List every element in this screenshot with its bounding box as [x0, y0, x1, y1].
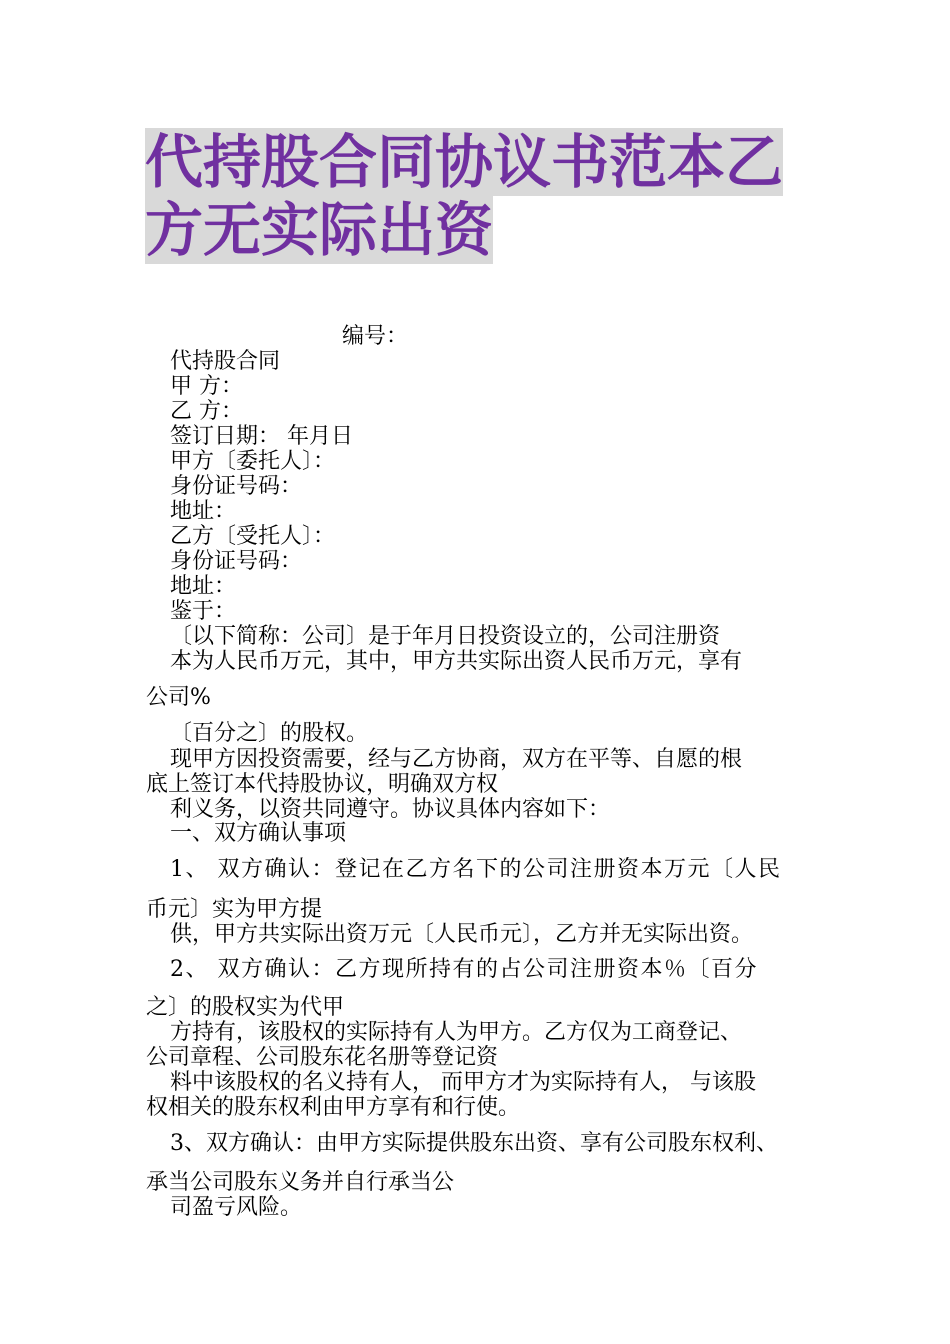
party-a-label: 甲 方：: [170, 374, 243, 399]
clause-2-line: 权相关的股东权利由甲方享有和行使。: [146, 1095, 521, 1120]
contract-heading: 代持股合同: [170, 349, 281, 374]
paragraph-line: 本为人民币万元，其中，甲方共实际出资人民币万元，享有: [170, 649, 743, 674]
signing-date-label: 签订日期： 年月日: [170, 424, 353, 449]
clause-3-line: 3、双方确认：由甲方实际提供股东出资、享有公司股东权利、: [170, 1131, 778, 1156]
party-b-label: 乙 方：: [170, 399, 243, 424]
clause-2-line: 方持有，该股权的实际持有人为甲方。乙方仅为工商登记、: [170, 1020, 743, 1045]
party-b-id-label: 身份证号码：: [170, 549, 303, 574]
clause-2-line: 公司章程、公司股东花名册等登记资: [146, 1045, 499, 1070]
clause-3-line: 承当公司股东义务并自行承当公: [146, 1170, 455, 1195]
whereas-label: 鉴于：: [170, 599, 237, 624]
paragraph-line: 〔百分之〕的股权。: [170, 721, 369, 746]
party-a-id-label: 身份证号码：: [170, 474, 303, 499]
section-heading: 一、双方确认事项: [170, 821, 347, 846]
document-title: [145, 128, 825, 264]
party-a-address-label: 地址：: [170, 499, 237, 524]
paragraph-line: 底上签订本代持股协议，明确双方权: [146, 772, 499, 797]
clause-2-line: 料中该股权的名义持有人， 而甲方才为实际持有人， 与该股: [170, 1070, 756, 1095]
title-line-2: 方无实际出资: [145, 196, 494, 264]
clause-2-line: 之〕的股权实为代甲: [146, 995, 345, 1020]
paragraph-line: 利义务，以资共同遵守。协议具体内容如下：: [170, 797, 611, 822]
title-line-1: 代持股合同协议书范本乙: [145, 128, 784, 196]
clause-1-line: 币元〕实为甲方提: [146, 897, 323, 922]
paragraph-line: 公司%: [146, 685, 211, 710]
clause-3-line: 司盈亏风险。: [170, 1195, 303, 1220]
clause-1-line: 供，甲方共实际出资万元〔人民币元〕，乙方并无实际出资。: [170, 922, 754, 947]
paragraph-line: 现甲方因投资需要，经与乙方协商，双方在平等、自愿的根: [170, 747, 743, 772]
party-b-address-label: 地址：: [170, 574, 237, 599]
contract-number-label: 编号：: [342, 324, 409, 349]
paragraph-line: 〔以下简称：公司〕是于年月日投资设立的，公司注册资: [170, 624, 721, 649]
clause-2-line: 2、 双方确认：乙方现所持有的占公司注册资本％〔百分: [170, 957, 758, 982]
party-a-principal-label: 甲方〔委托人〕：: [170, 449, 336, 474]
clause-1-line: 1、 双方确认：登记在乙方名下的公司注册资本万元〔人民: [170, 857, 782, 882]
party-b-agent-label: 乙方〔受托人〕：: [170, 524, 336, 549]
